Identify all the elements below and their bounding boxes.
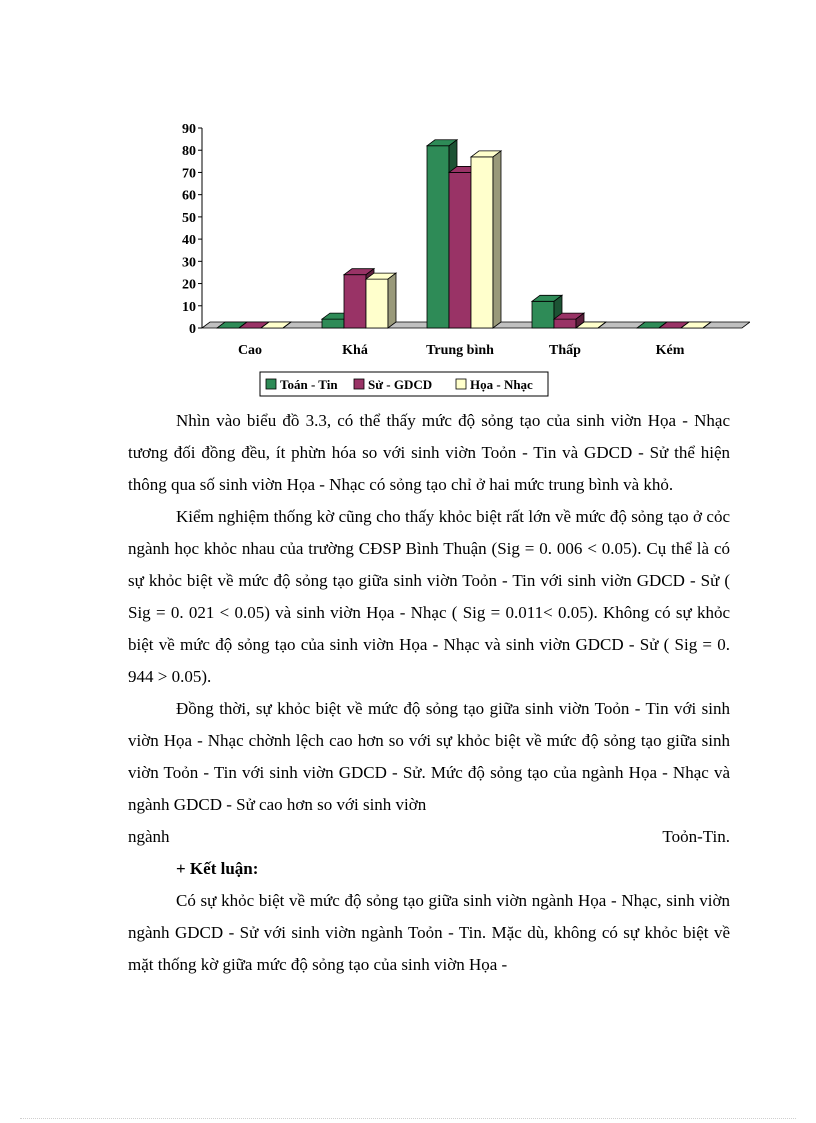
chart-bars xyxy=(217,140,711,328)
paragraph-3-tail xyxy=(128,821,730,853)
bar-front xyxy=(471,157,493,328)
legend-swatch xyxy=(266,379,276,389)
x-category-label: Kém xyxy=(655,343,685,358)
y-tick-label: 50 xyxy=(182,210,196,226)
legend-swatch xyxy=(354,379,364,389)
legend-label: Họa - Nhạc xyxy=(470,377,533,392)
y-tick-label: 10 xyxy=(182,299,196,315)
x-category-label: Cao xyxy=(237,343,263,358)
page-footer-rule xyxy=(20,1118,796,1119)
y-tick-label: 40 xyxy=(182,233,196,249)
bar xyxy=(366,273,396,328)
y-tick-label: 70 xyxy=(182,166,196,182)
y-tick-label: 0 xyxy=(189,322,196,337)
body-text xyxy=(128,405,730,981)
conclusion-heading: + Kết luận: xyxy=(176,859,259,878)
y-axis xyxy=(182,122,202,337)
bar-front xyxy=(322,319,344,328)
y-tick-label: 60 xyxy=(182,188,196,204)
conclusion-paragraph: Có sự khỏc biệt về mức độ sỏng tạo giữa sinh viờn ngành Họa - Nhạc, sinh viờn ngành GDCD - Sử với sinh viờn ngành Toỏn - Tin. Mặc dù, không có sự khỏc biệt về mặt thống kờ giữa mức độ sỏng tạo của sinh viờn Họa - xyxy=(128,891,730,974)
x-category-label: Khá xyxy=(342,343,368,358)
bar xyxy=(471,151,501,328)
bar-side xyxy=(388,273,396,328)
bar-front xyxy=(554,319,576,328)
paragraph-3-tail-left: ngành xyxy=(128,827,170,846)
bar-front xyxy=(427,146,449,328)
y-tick-label: 80 xyxy=(182,144,196,160)
x-category-label: Thấp xyxy=(549,343,581,358)
bar-front xyxy=(532,301,554,328)
legend-label: Sử - GDCD xyxy=(368,377,433,392)
legend-label: Toán - Tin xyxy=(280,377,338,392)
paragraph-1: Nhìn vào biểu đồ 3.3, có thể thấy mức độ sỏng tạo của sinh viờn Họa - Nhạc tương đối đồng đều, ít phừn hóa so với sinh viờn Toỏn - Tin và GDCD - Sử thể hiện thông qua số sinh viờn Họa - Nhạc có sỏng tạo chỉ ở hai mức trung bình và khỏ. xyxy=(128,411,730,494)
x-category-label: Trung bình xyxy=(426,343,494,358)
paragraph-2: Kiểm nghiệm thống kờ cũng cho thấy khỏc biệt rất lớn về mức độ sỏng tạo ở cỏc ngành học khỏc nhau của trường CĐSP Bình Thuận (Sig = 0. 006 < 0.05). Cụ thể là có sự khỏc biệt về mức độ sỏng tạo giữa sinh viờn Toỏn - Tin với sinh viờn GDCD - Sử ( Sig = 0. 021 < 0.05) và sinh viờn Họa - Nhạc ( Sig = 0.011< 0.05). Không có sự khỏc biệt về mức độ sỏng tạo của sinh viờn Họa - Nhạc và sinh viờn GDCD - Sử ( Sig = 0. 944 > 0.05). xyxy=(128,507,730,686)
legend-swatch xyxy=(456,379,466,389)
y-tick-label: 30 xyxy=(182,255,196,271)
bar-front xyxy=(344,275,366,328)
y-tick-label: 90 xyxy=(182,122,196,137)
y-tick-label: 20 xyxy=(182,277,196,293)
bar-front xyxy=(366,279,388,328)
paragraph-3: Đồng thời, sự khỏc biệt về mức độ sỏng tạo giữa sinh viờn Toỏn - Tin với sinh viờn Họa - Nhạc chờnh lệch cao hơn so với sự khỏc biệt về mức độ sỏng tạo giữa sinh viờn Toỏn - Tin với sinh viờn GDCD - Sử. Mức độ sỏng tạo của ngành Họa - Nhạc và ngành GDCD - Sử cao hơn so với sinh viờn xyxy=(128,699,730,814)
bar-chart xyxy=(150,110,750,400)
chart-labels xyxy=(238,343,685,358)
bar-side xyxy=(493,151,501,328)
bar-front xyxy=(449,172,471,328)
chart-legend xyxy=(260,372,548,396)
paragraph-3-tail-right: Toỏn-Tin. xyxy=(662,827,730,846)
